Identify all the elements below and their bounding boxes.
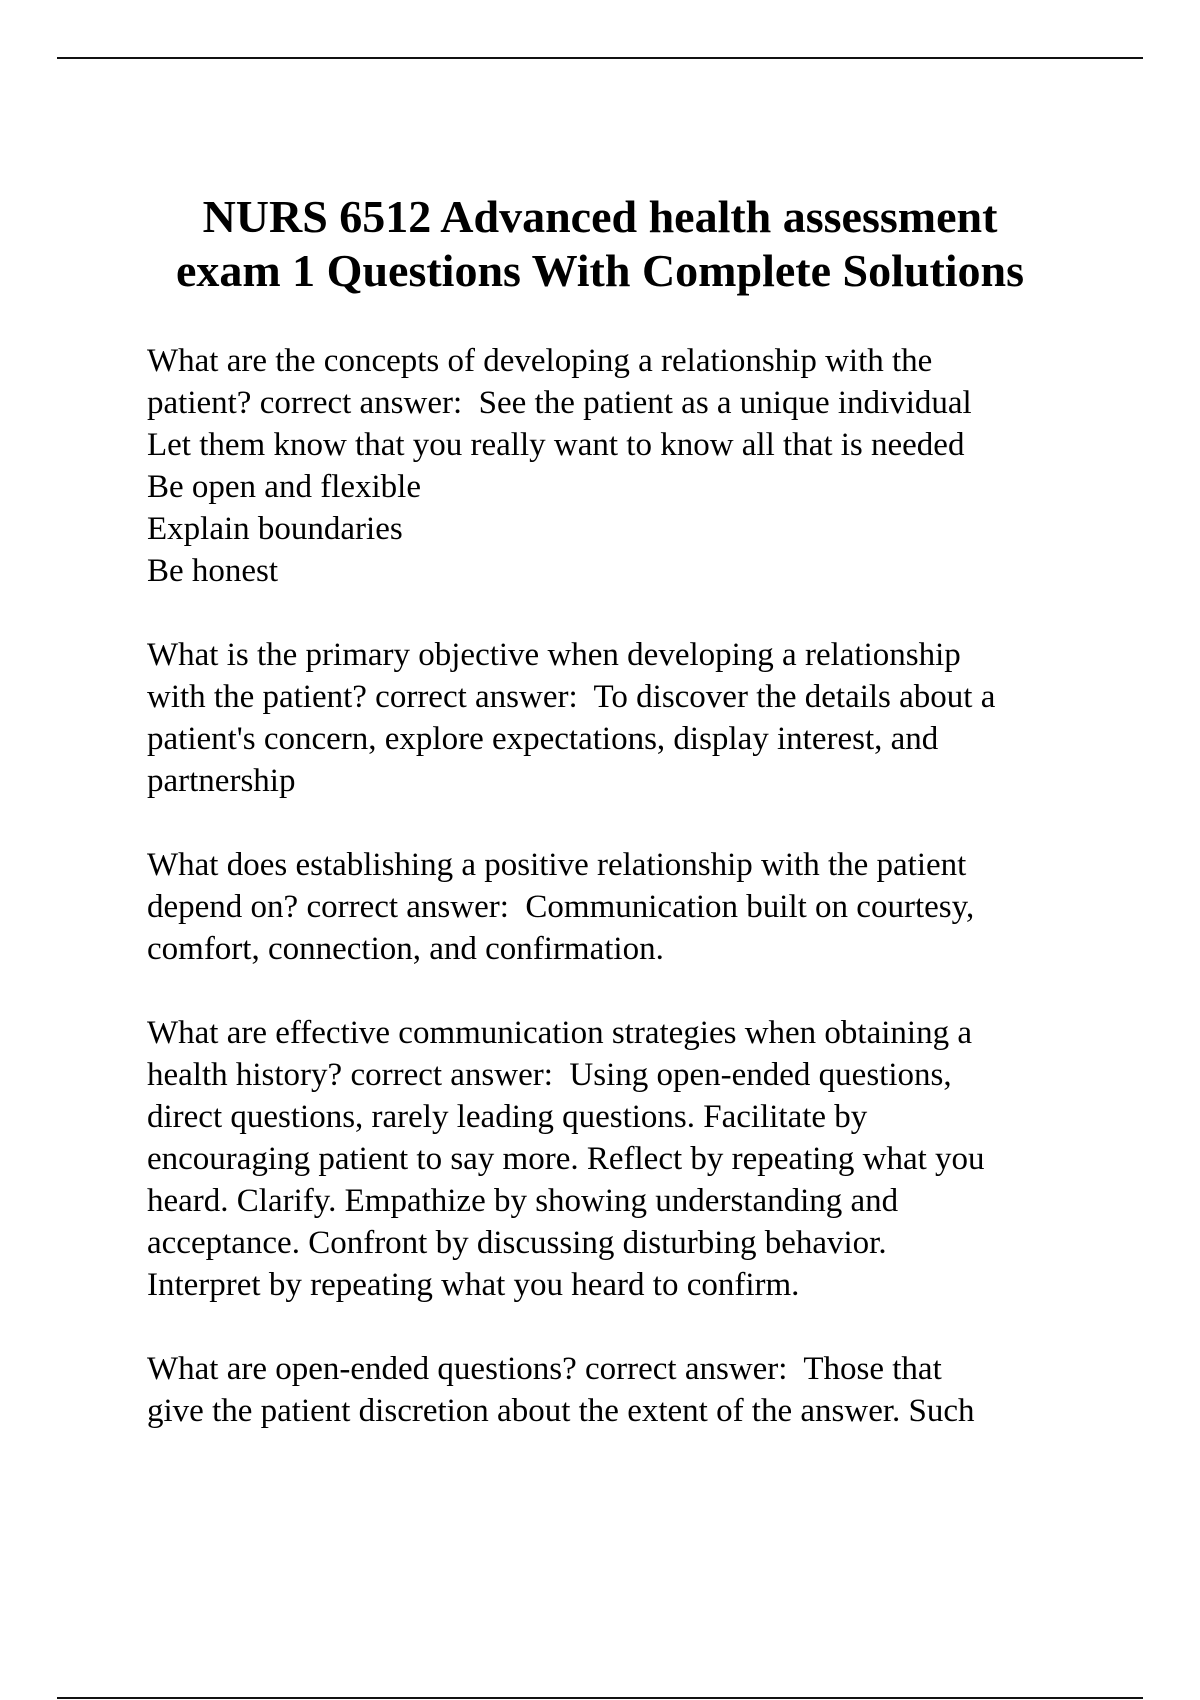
text-line: acceptance. Confront by discussing disturbing behavior. (147, 1225, 887, 1261)
text-line: Be open and flexible (147, 469, 421, 505)
title-line: exam 1 Questions With Complete Solutions (175, 245, 1025, 296)
text-line: heard. Clarify. Empathize by showing understanding and (147, 1183, 899, 1219)
title-line: NURS 6512 Advanced health assessment (202, 191, 998, 242)
text-line: Interpret by repeating what you heard to confirm. (147, 1267, 800, 1303)
top-divider (57, 57, 1143, 59)
text-line: depend on? correct answer: Communication built on courtesy, (147, 889, 975, 925)
document-title (100, 190, 1100, 298)
text-line: Be honest (147, 553, 279, 589)
text-line: What are effective communication strategies when obtaining a (147, 1015, 972, 1051)
bottom-divider (57, 1697, 1143, 1699)
text-line: give the patient discretion about the extent of the answer. Such (147, 1393, 975, 1429)
qa-entry-communication-strategies (147, 1012, 1147, 1306)
qa-entry-relationship-concepts (147, 340, 1147, 592)
text-line: with the patient? correct answer: To discover the details about a (147, 679, 996, 715)
text-line: What does establishing a positive relationship with the patient (147, 847, 967, 883)
document-body (147, 340, 1147, 1474)
text-line: What are open-ended questions? correct answer: Those that (147, 1351, 942, 1387)
text-line: Let them know that you really want to know all that is needed (147, 427, 965, 463)
text-line: health history? correct answer: Using open-ended questions, (147, 1057, 952, 1093)
text-line: partnership (147, 763, 296, 799)
text-line: patient? correct answer: See the patient as a unique individual (147, 385, 972, 421)
qa-entry-primary-objective (147, 634, 1147, 802)
text-line: patient's concern, explore expectations, display interest, and (147, 721, 939, 757)
text-line: What is the primary objective when developing a relationship (147, 637, 961, 673)
text-line: direct questions, rarely leading questions. Facilitate by (147, 1099, 868, 1135)
text-line: comfort, connection, and confirmation. (147, 931, 664, 967)
text-line: Explain boundaries (147, 511, 403, 547)
text-line: What are the concepts of developing a relationship with the (147, 343, 933, 379)
qa-entry-positive-relationship (147, 844, 1147, 970)
qa-entry-open-ended-questions (147, 1348, 1147, 1432)
text-line: encouraging patient to say more. Reflect by repeating what you (147, 1141, 985, 1177)
